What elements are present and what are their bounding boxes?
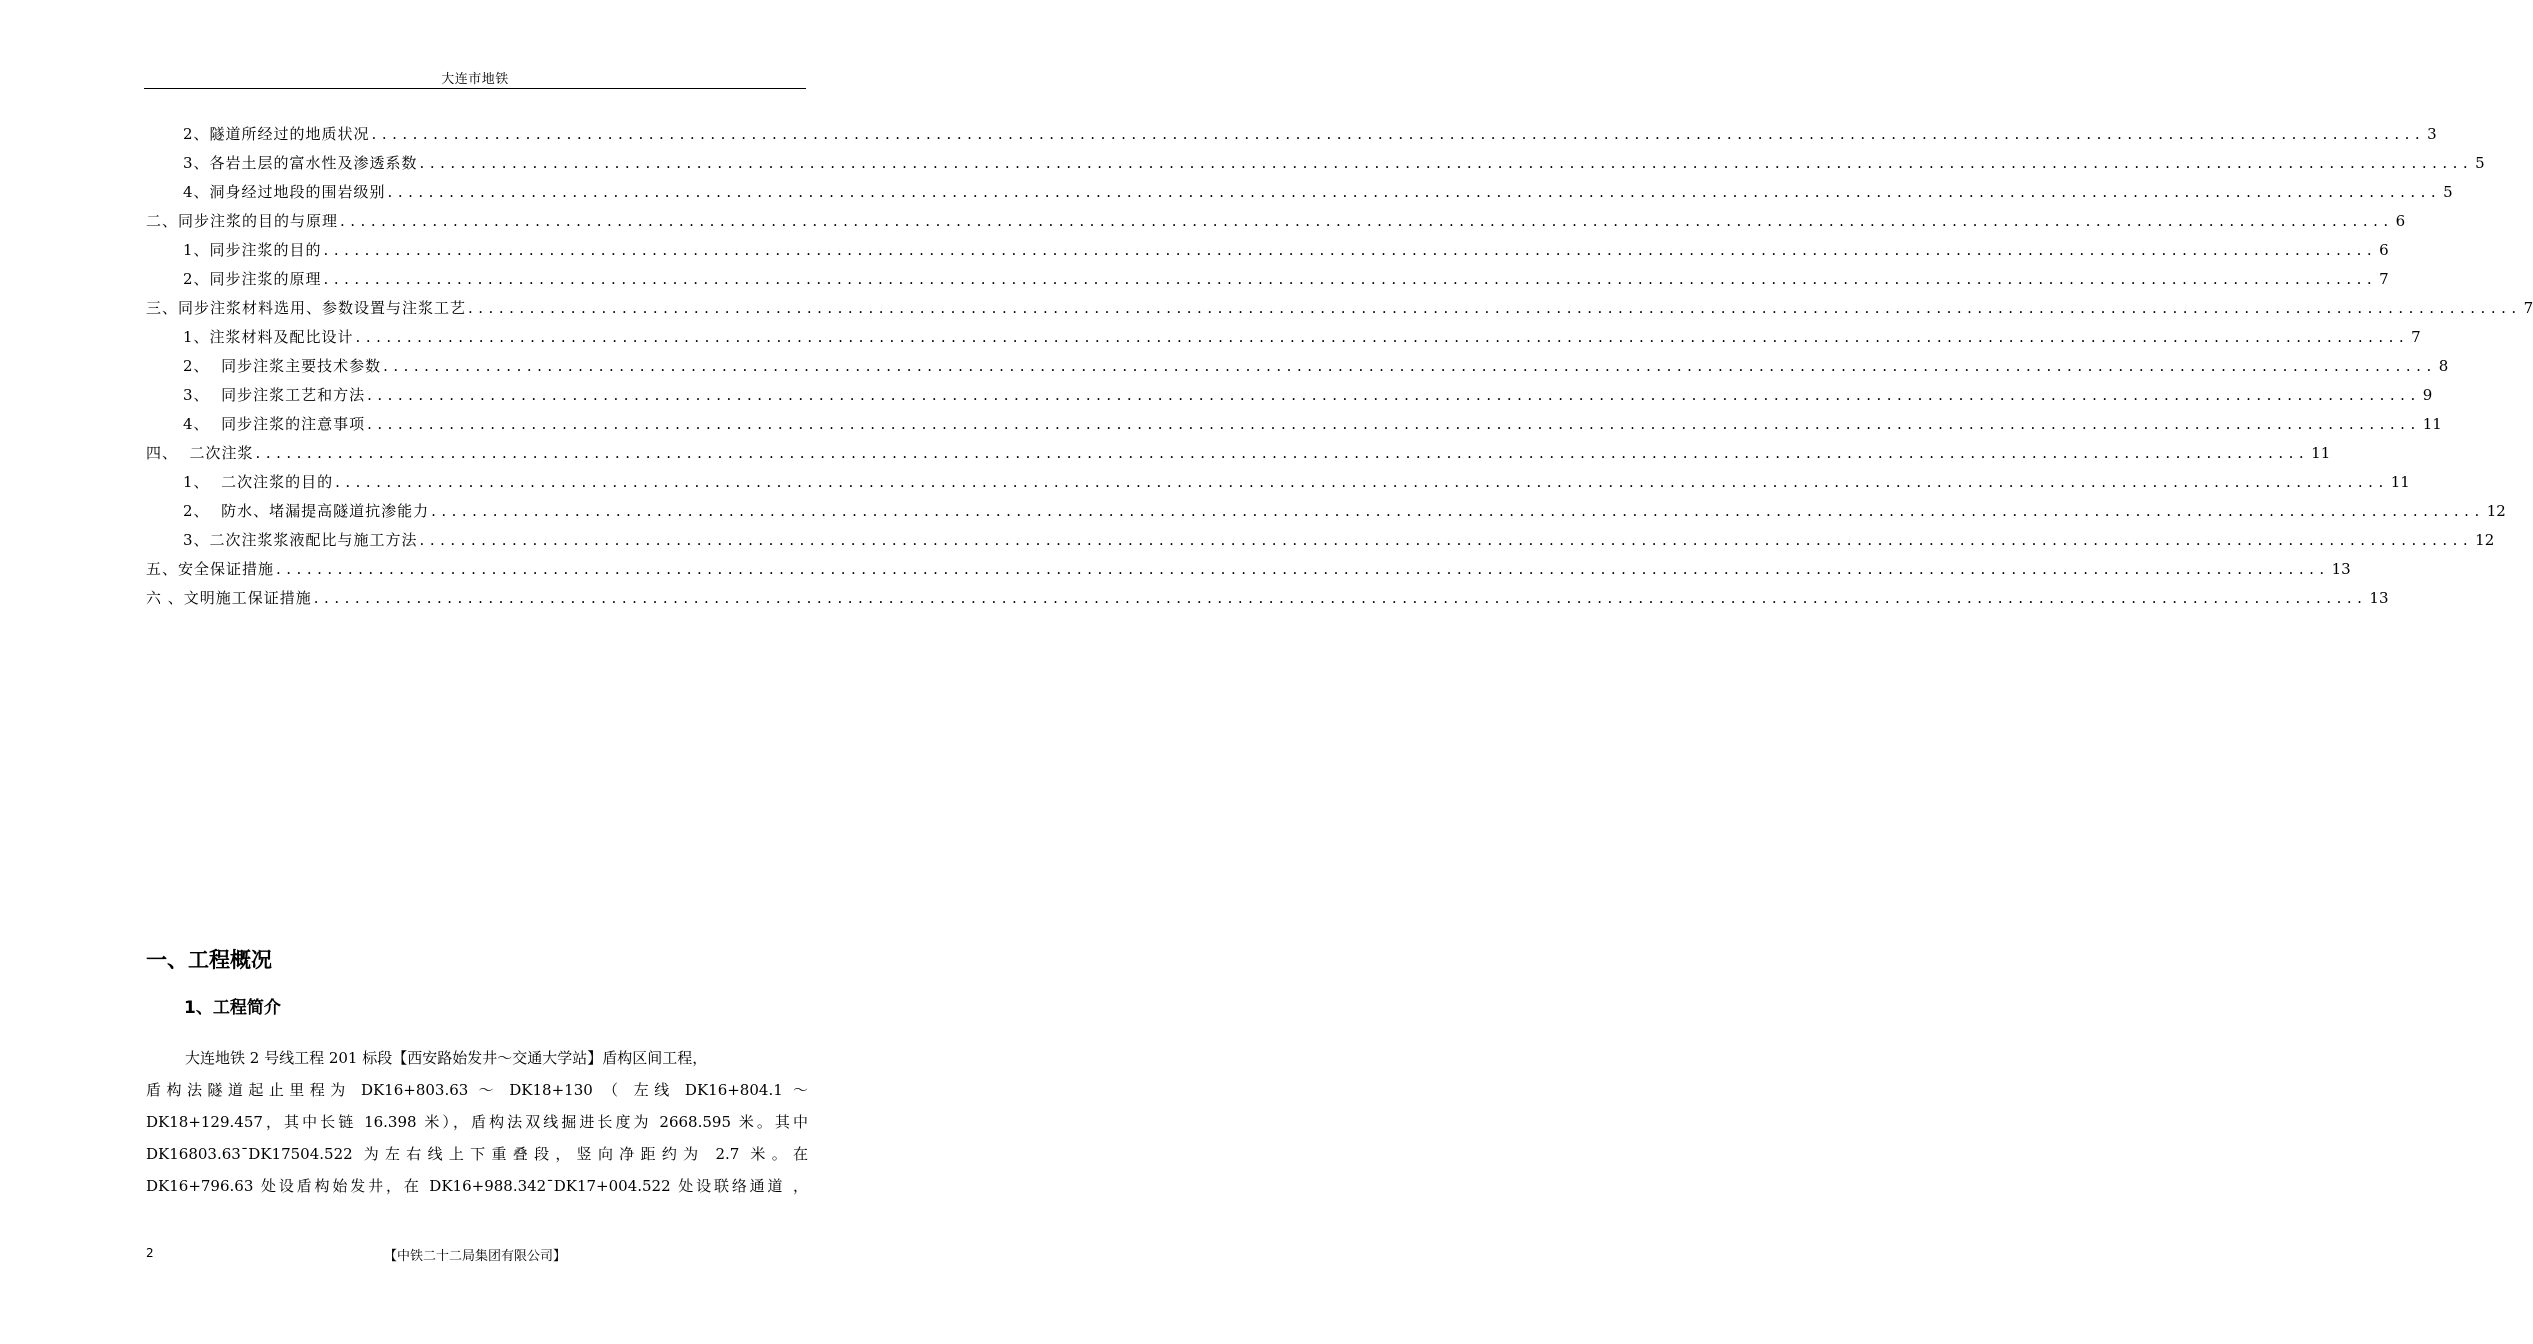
- toc-entry-title: 三、同步注浆材料选用、参数设置与注浆工艺: [146, 299, 467, 317]
- toc-entry-page: 7: [2523, 299, 2533, 317]
- toc-entry-page: 3: [2427, 125, 2437, 143]
- toc-entry-page: 13: [2369, 589, 2389, 607]
- toc-entry-title: 3、 同步注浆工艺和方法: [183, 386, 366, 404]
- toc-entry-title: 1、同步注浆的目的: [183, 241, 322, 259]
- toc-entry-title: 4、 同步注浆的注意事项: [183, 415, 366, 433]
- toc-entry[interactable]: [146, 471, 2410, 500]
- toc-entry-page: 13: [2331, 560, 2351, 578]
- toc-entry-page: 11: [2311, 444, 2331, 462]
- toc-dot-leader: ........................................................................................................................................................................................................: [355, 328, 2410, 346]
- toc-entry-title: 2、同步注浆的原理: [183, 270, 322, 288]
- toc-entry-page: 8: [2438, 357, 2449, 375]
- toc-entry-title: 二、同步注浆的目的与原理: [146, 212, 339, 230]
- toc-dot-leader: ........................................................................................................................................................................................................: [371, 125, 2426, 143]
- toc-entry[interactable]: [146, 210, 2406, 239]
- toc-dot-leader: ........................................................................................................................................................................................................: [468, 299, 2522, 317]
- toc-entry[interactable]: [146, 239, 2389, 268]
- toc-entry-title: 1、 二次注浆的目的: [183, 473, 334, 491]
- toc-dot-leader: ........................................................................................................................................................................................................: [323, 270, 2378, 288]
- footer-company: 【中铁二十二局集团有限公司】: [383, 1249, 566, 1264]
- section-heading: 一、工程概况: [146, 948, 272, 972]
- toc-entry[interactable]: [146, 384, 2433, 413]
- toc-entry-page: 11: [2390, 473, 2410, 491]
- body-line: DK16+796.63 处设盾构始发井，在 DK16+988.342ˉDK17+004.522 处设联络通道 ，: [146, 1177, 808, 1195]
- toc-dot-leader: ........................................................................................................................................................................................................: [367, 386, 2421, 404]
- footer-page-number: 2: [146, 1246, 154, 1260]
- toc-entry[interactable]: [146, 442, 2331, 471]
- toc-dot-leader: ........................................................................................................................................................................................................: [335, 473, 2389, 491]
- toc-dot-leader: ........................................................................................................................................................................................................: [323, 241, 2378, 259]
- toc-entry-title: 五、安全保证措施: [146, 560, 275, 578]
- toc-entry-title: 3、各岩土层的富水性及渗透系数: [183, 154, 418, 172]
- toc-entry[interactable]: [146, 587, 2389, 616]
- toc-entry-page: 5: [2475, 154, 2485, 172]
- toc-entry[interactable]: [146, 326, 2421, 355]
- toc-dot-leader: ........................................................................................................................................................................................................: [419, 531, 2474, 549]
- toc-dot-leader: ........................................................................................................................................................................................................: [387, 183, 2442, 201]
- toc-entry-page: 12: [2475, 531, 2495, 549]
- toc-entry[interactable]: [146, 123, 2437, 152]
- toc-entry[interactable]: [146, 558, 2351, 587]
- toc-entry-title: 四、 二次注浆: [146, 444, 254, 462]
- toc-dot-leader: ........................................................................................................................................................................................................: [383, 357, 2437, 375]
- toc-entry-title: 4、洞身经过地段的围岩级别: [183, 183, 386, 201]
- toc-entry-page: 9: [2422, 386, 2433, 404]
- toc-entry[interactable]: [146, 413, 2442, 442]
- toc-entry-title: 六 、文明施工保证措施: [146, 589, 312, 607]
- toc-dot-leader: ........................................................................................................................................................................................................: [431, 502, 2485, 520]
- toc-entry-page: 6: [2379, 241, 2389, 259]
- body-line: DK16803.63ˉDK17504.522 为左右线上下重叠段，竖向净距约为 2.7 米。在: [146, 1145, 808, 1163]
- toc-dot-leader: ........................................................................................................................................................................................................: [276, 560, 2330, 578]
- toc-entry[interactable]: [146, 152, 2485, 181]
- toc-entry-page: 7: [2411, 328, 2421, 346]
- toc-entry-title: 1、注浆材料及配比设计: [183, 328, 354, 346]
- toc-entry-page: 12: [2486, 502, 2506, 520]
- toc-entry-title: 2、隧道所经过的地质状况: [183, 125, 370, 143]
- toc-dot-leader: ........................................................................................................................................................................................................: [313, 589, 2368, 607]
- toc-dot-leader: ........................................................................................................................................................................................................: [255, 444, 2310, 462]
- toc-entry-title: 3、二次注浆浆液配比与施工方法: [183, 531, 418, 549]
- toc-entry-title: 2、 同步注浆主要技术参数: [183, 357, 382, 375]
- toc-entry[interactable]: [146, 529, 2495, 558]
- body-line: 大连地铁 2 号线工程 201 标段【西安路始发井～交通大学站】盾构区间工程，: [185, 1049, 708, 1067]
- page-header: 大连市地铁: [441, 72, 509, 87]
- body-paragraph: [146, 1042, 808, 1202]
- toc-dot-leader: ........................................................................................................................................................................................................: [340, 212, 2394, 230]
- toc-entry-page: 11: [2422, 415, 2442, 433]
- toc-entry-page: 6: [2395, 212, 2406, 230]
- table-of-contents: [146, 123, 2533, 616]
- toc-entry-page: 5: [2443, 183, 2453, 201]
- subsection-heading: 1、工程简介: [184, 998, 281, 1018]
- toc-entry-page: 7: [2379, 270, 2389, 288]
- toc-entry[interactable]: [146, 268, 2389, 297]
- body-line: 盾构法隧道起止里程为 DK16+803.63 ～ DK18+130 （ 左线 DK16+804.1 ～: [146, 1081, 808, 1099]
- toc-entry[interactable]: [146, 181, 2453, 210]
- toc-dot-leader: ........................................................................................................................................................................................................: [367, 415, 2421, 433]
- toc-entry-title: 2、 防水、堵漏提高隧道抗渗能力: [183, 502, 430, 520]
- toc-entry[interactable]: [146, 500, 2506, 529]
- toc-entry[interactable]: [146, 355, 2449, 384]
- toc-entry[interactable]: [146, 297, 2533, 326]
- toc-dot-leader: ........................................................................................................................................................................................................: [419, 154, 2474, 172]
- header-rule: [144, 88, 806, 89]
- body-line: DK18+129.457，其中长链 16.398 米），盾构法双线掘进长度为 2668.595 米。其中: [146, 1113, 808, 1131]
